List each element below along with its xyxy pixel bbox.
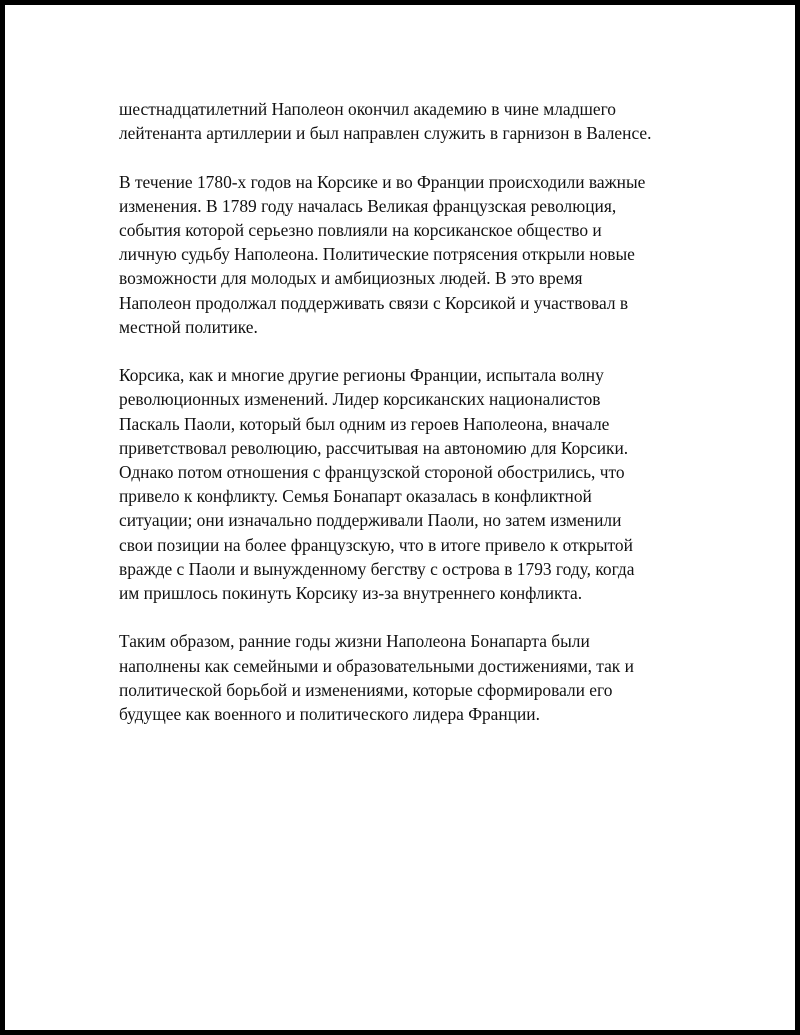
- text-line: революционных изменений. Лидер корсиканских националистов: [119, 389, 601, 410]
- text-line: им пришлось покинуть Корсику из-за внутреннего конфликта.: [119, 583, 583, 604]
- paragraph-1: [119, 97, 694, 145]
- text-line: местной политике.: [119, 316, 258, 337]
- text-line: возможности для молодых и амбициозных людей. В это время: [119, 268, 583, 289]
- paragraph-2: [119, 170, 694, 339]
- text-line: политической борьбой и изменениями, которые сформировали его: [119, 679, 613, 700]
- paragraph-3: [119, 363, 694, 605]
- text-line: привело к конфликту. Семья Бонапарт оказалась в конфликтной: [119, 486, 592, 507]
- text-line: ситуации; они изначально поддерживали Паоли, но затем изменили: [119, 510, 622, 531]
- text-line: будущее как военного и политического лидера Франции.: [119, 704, 540, 725]
- text-line: лейтенанта артиллерии и был направлен служить в гарнизон в Валенсе.: [119, 123, 652, 144]
- text-line: шестнадцатилетний Наполеон окончил академию в чине младшего: [119, 99, 616, 119]
- text-line: В течение 1780-х годов на Корсике и во Франции происходили важные: [119, 171, 646, 192]
- text-line: Наполеон продолжал поддерживать связи с Корсикой и участвовал в: [119, 292, 629, 313]
- text-line: Паскаль Паоли, который был одним из героев Наполеона, вначале: [119, 413, 610, 434]
- text-line: свои позиции на более французскую, что в итоге привело к открытой: [119, 534, 633, 555]
- text-line: изменения. В 1789 году началась Великая французская революция,: [119, 195, 617, 216]
- text-line: личную судьбу Наполеона. Политические потрясения открыли новые: [119, 244, 635, 265]
- text-line: Таким образом, ранние годы жизни Наполеона Бонапарта были: [119, 631, 590, 652]
- text-line: Корсика, как и многие другие регионы Франции, испытала волну: [119, 365, 604, 386]
- text-line: вражде с Паоли и вынужденному бегству с острова в 1793 году, когда: [119, 558, 635, 579]
- paragraph-4: [119, 629, 694, 726]
- text-line: Однако потом отношения с французской стороной обострились, что: [119, 462, 625, 483]
- document-body: [119, 97, 694, 750]
- text-line: наполнены как семейными и образовательными достижениями, так и: [119, 655, 634, 676]
- text-line: приветствовал революцию, рассчитывая на автономию для Корсики.: [119, 437, 629, 458]
- text-line: события которой серьезно повлияли на корсиканское общество и: [119, 220, 602, 240]
